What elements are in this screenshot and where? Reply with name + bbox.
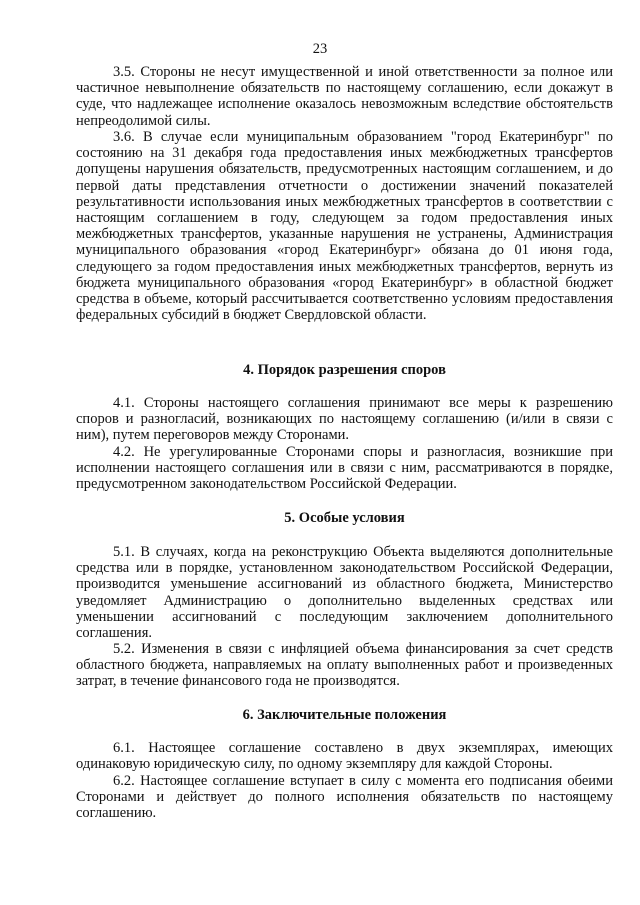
paragraph-3-6-text: 3.6. В случае если муниципальным образованием "город Екатеринбург" по состоянию на 31 декабря года предоставления иных межбюджетных трансфертов допущены нарушения обязательств, предусмотренных настоящим соглашением, и до первой даты представления отчетности о достижении значений показателей результативности использования иных межбюджетных трансфертов в соответствии с настоящим соглашением в году, следующем за годом предоставления иных межбюджетных трансфертов, указанные нарушения не устранены, Администрация муниципального образования «город Екатеринбург» обязана до 01 июня года, следующего за годом предоставления иных межбюджетных трансфертов, вернуть из бюджета муниципального образования «город Екатеринбург» в областной бюджет средства в объеме, который рассчитывается соответственно условиям предоставления федеральных субсидий в бюджет Свердловской области.	[76, 129, 613, 324]
paragraph-6-1	[76, 740, 613, 772]
paragraph-4-1	[76, 395, 613, 444]
paragraph-6-1-text: 6.1. Настоящее соглашение составлено в двух экземплярах, имеющих одинаковую юридическую силу, по одному экземпляру для каждой Стороны.	[76, 740, 613, 773]
paragraph-3-6	[76, 129, 613, 323]
paragraph-3-5-text: 3.5. Стороны не несут имущественной и иной ответственности за полное или частичное невыполнение обязательств по настоящему соглашению, если докажут в суде, что надлежащее исполнение оказалось невозможным вследствие обстоятельств непреодолимой силы.	[76, 64, 613, 129]
paragraph-5-1	[76, 544, 613, 641]
section-5-heading	[76, 510, 613, 526]
section-5-title: 5. Особые условия	[284, 510, 405, 526]
section-4-heading	[76, 362, 613, 378]
paragraph-6-2-text: 6.2. Настоящее соглашение вступает в силу с момента его подписания обеими Сторонами и действует до полного исполнения обязательств по настоящему соглашению.	[76, 773, 613, 822]
paragraph-4-1-text: 4.1. Стороны настоящего соглашения принимают все меры к разрешению споров и разногласий, возникающих по настоящему соглашению (и/или в связи с ним), путем переговоров между Сторонами.	[76, 395, 613, 444]
section-6-heading	[76, 707, 613, 723]
section-6-title: 6. Заключительные положения	[242, 707, 447, 723]
paragraph-6-2	[76, 773, 613, 822]
paragraph-4-2-text: 4.2. Не урегулированные Сторонами споры и разногласия, возникшие при исполнении настоящего соглашения или в связи с ним, рассматриваются в порядке, предусмотренном законодательством Российской Федерации.	[76, 444, 613, 493]
section-4-title: 4. Порядок разрешения споров	[243, 362, 446, 378]
paragraph-5-2	[76, 641, 613, 690]
paragraph-4-2	[76, 444, 613, 493]
page-number: 23	[312, 41, 328, 57]
paragraph-5-1-text: 5.1. В случаях, когда на реконструкцию Объекта выделяются дополнительные средства или в порядке, установленном законодательством Российской Федерации, производится уменьшение ассигнований из областного бюджета, Министерство уведомляет Администрацию о дополнительно выделенных средствах или уменьшении ассигнований с последующим заключением дополнительного соглашения.	[76, 544, 613, 642]
paragraph-3-5	[76, 64, 613, 129]
paragraph-5-2-text: 5.2. Изменения в связи с инфляцией объема финансирования за счет средств областного бюджета, направляемых на оплату выполненных работ и произведенных затрат, в течение финансового года не производятся.	[76, 641, 613, 690]
